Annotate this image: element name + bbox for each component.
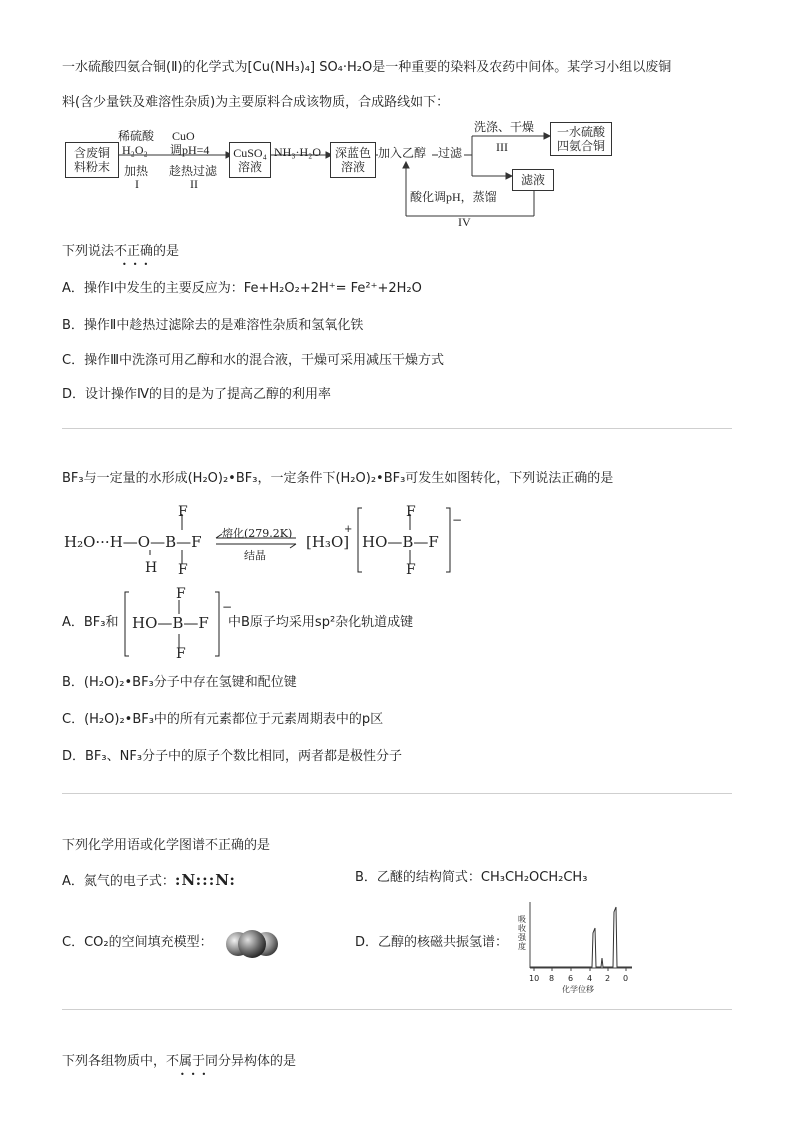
eq-anion-f-bottom: F bbox=[406, 562, 416, 578]
eq-arrow-top: 熔化(279.2K) bbox=[222, 527, 293, 540]
eq-h-bottom: H bbox=[145, 560, 158, 576]
flow-step2-top1: CuO bbox=[172, 129, 195, 143]
eq-f-top: F bbox=[178, 504, 188, 520]
flow-step1-top2: H₂O₂ bbox=[122, 143, 148, 157]
option-a-minus: − bbox=[222, 600, 233, 614]
q1-option-a[interactable]: A．操作Ⅰ中发生的主要反应为：Fe+H₂O₂+2H⁺= Fe²⁺+2H₂O bbox=[62, 281, 422, 296]
eq-arrow-bottom: 结晶 bbox=[244, 549, 266, 562]
flow-wash-dry: 洗涤、干燥 bbox=[474, 120, 535, 134]
flow-box-start: 含废铜 料粉末 bbox=[65, 142, 119, 178]
flow-box-cuso4: CuSO₄ 溶液 bbox=[229, 142, 271, 178]
divider bbox=[62, 793, 732, 794]
q3-option-b[interactable]: B．乙醚的结构简式：CH₃CH₂OCH₂CH₃ bbox=[355, 870, 588, 885]
nmr-tick-6: 6 bbox=[568, 974, 574, 983]
flow-acidify: 酸化调pH，蒸馏 bbox=[410, 190, 497, 204]
flow-box-product: 一水硫酸 四氨合铜 bbox=[550, 122, 612, 156]
option-a-anion: HO—B—F bbox=[132, 614, 209, 632]
flow-step1-bot2: I bbox=[135, 177, 139, 191]
nmr-tick-0: 0 bbox=[623, 974, 629, 983]
q2-option-a-text: 中B原子均采用sp²杂化轨道成键 bbox=[228, 615, 414, 630]
nmr-tick-2: 2 bbox=[605, 974, 611, 983]
flow-step2-bot2: II bbox=[190, 177, 198, 191]
q2-option-a[interactable]: A．BF₃和 bbox=[62, 615, 119, 630]
nmr-tick-4: 4 bbox=[587, 974, 593, 983]
flow-step1-top1: 稀硫酸 bbox=[118, 129, 155, 143]
q3-option-d[interactable]: D．乙醇的核磁共振氢谱： bbox=[355, 935, 509, 950]
eq-plus: + bbox=[344, 524, 353, 535]
q2-option-c[interactable]: C．(H₂O)₂•BF₃中的所有元素都位于元素周期表中的p区 bbox=[62, 712, 384, 727]
nmr-tick-10: 10 bbox=[529, 974, 540, 983]
q1-stem-line2: 料(含少量铁及难溶性杂质)为主要原料合成该物质，合成路线如下： bbox=[62, 95, 450, 110]
q1-question: 下列说法不正确的是 bbox=[62, 244, 180, 259]
divider bbox=[62, 428, 732, 429]
eq-anion: HO—B—F bbox=[362, 533, 439, 551]
nmr-ylabel: 吸收强度 bbox=[518, 915, 526, 951]
nmr-xlabel: 化学位移 bbox=[562, 985, 594, 994]
flow-reagent-nh3: NH₃·H₂O bbox=[274, 145, 322, 159]
divider bbox=[62, 1009, 732, 1010]
flow-step2-top2: 调pH=4 bbox=[170, 143, 210, 157]
q3-option-c[interactable]: C．CO₂的空间填充模型： bbox=[62, 935, 213, 950]
q1-option-d[interactable]: D．设计操作Ⅳ的目的是为了提高乙醇的利用率 bbox=[62, 387, 332, 402]
emphasis-dots: ••• bbox=[180, 1070, 213, 1079]
flow-box-filtrate: 滤液 bbox=[512, 169, 554, 191]
q2-stem: BF₃与一定量的水形成(H₂O)₂•BF₃，一定条件下(H₂O)₂•BF₃可发生如图转化，下列说法正确的是 bbox=[62, 471, 614, 486]
q4-stem: 下列各组物质中，不属于同分异构体的是 bbox=[62, 1054, 297, 1069]
eq-anion-f-top: F bbox=[406, 504, 416, 520]
flow-step1-bot1: 加热 bbox=[124, 164, 149, 178]
q3-option-a[interactable]: A．氮气的电子式：:N:::N: bbox=[62, 871, 236, 889]
eq-h3o: [H₃O] bbox=[306, 533, 350, 551]
flow-step4: IV bbox=[458, 215, 471, 229]
flow-box-deep-blue: 深蓝色 溶液 bbox=[330, 142, 376, 178]
emphasis-dots: ••• bbox=[122, 260, 155, 269]
n2-electron-formula: :N:::N: bbox=[174, 871, 236, 889]
eq-left-molecule: H₂O···H—O—B—F bbox=[64, 533, 202, 551]
option-a-f-bottom: F bbox=[176, 646, 186, 662]
flow-add-ethanol: 加入乙醇 bbox=[378, 146, 427, 160]
q1-option-b[interactable]: B．操作Ⅱ中趁热过滤除去的是难溶性杂质和氢氧化铁 bbox=[62, 318, 364, 333]
q2-option-d[interactable]: D．BF₃、NF₃分子中的原子个数比相同，两者都是极性分子 bbox=[62, 749, 403, 764]
flow-step3: III bbox=[496, 140, 508, 154]
eq-minus: − bbox=[452, 513, 463, 527]
flow-step2-bot1: 趁热过滤 bbox=[169, 164, 218, 178]
nmr-tick-8: 8 bbox=[549, 974, 555, 983]
eq-f-bottom: F bbox=[178, 562, 188, 578]
q2-option-b[interactable]: B．(H₂O)₂•BF₃分子中存在氢键和配位键 bbox=[62, 675, 297, 690]
flow-filter: 过滤 bbox=[438, 146, 463, 160]
q1-stem-line1: 一水硫酸四氨合铜(Ⅱ)的化学式为[Cu(NH₃)₄] SO₄·H₂O是一种重要的染料及农药中间体。某学习小组以废铜 bbox=[62, 60, 672, 75]
q3-stem: 下列化学用语或化学图谱不正确的是 bbox=[62, 838, 271, 853]
co2-space-filling-model bbox=[224, 928, 280, 960]
q1-option-c[interactable]: C．操作Ⅲ中洗涤可用乙醇和水的混合液，干燥可采用减压干燥方式 bbox=[62, 353, 445, 368]
option-a-f-top: F bbox=[176, 586, 186, 602]
